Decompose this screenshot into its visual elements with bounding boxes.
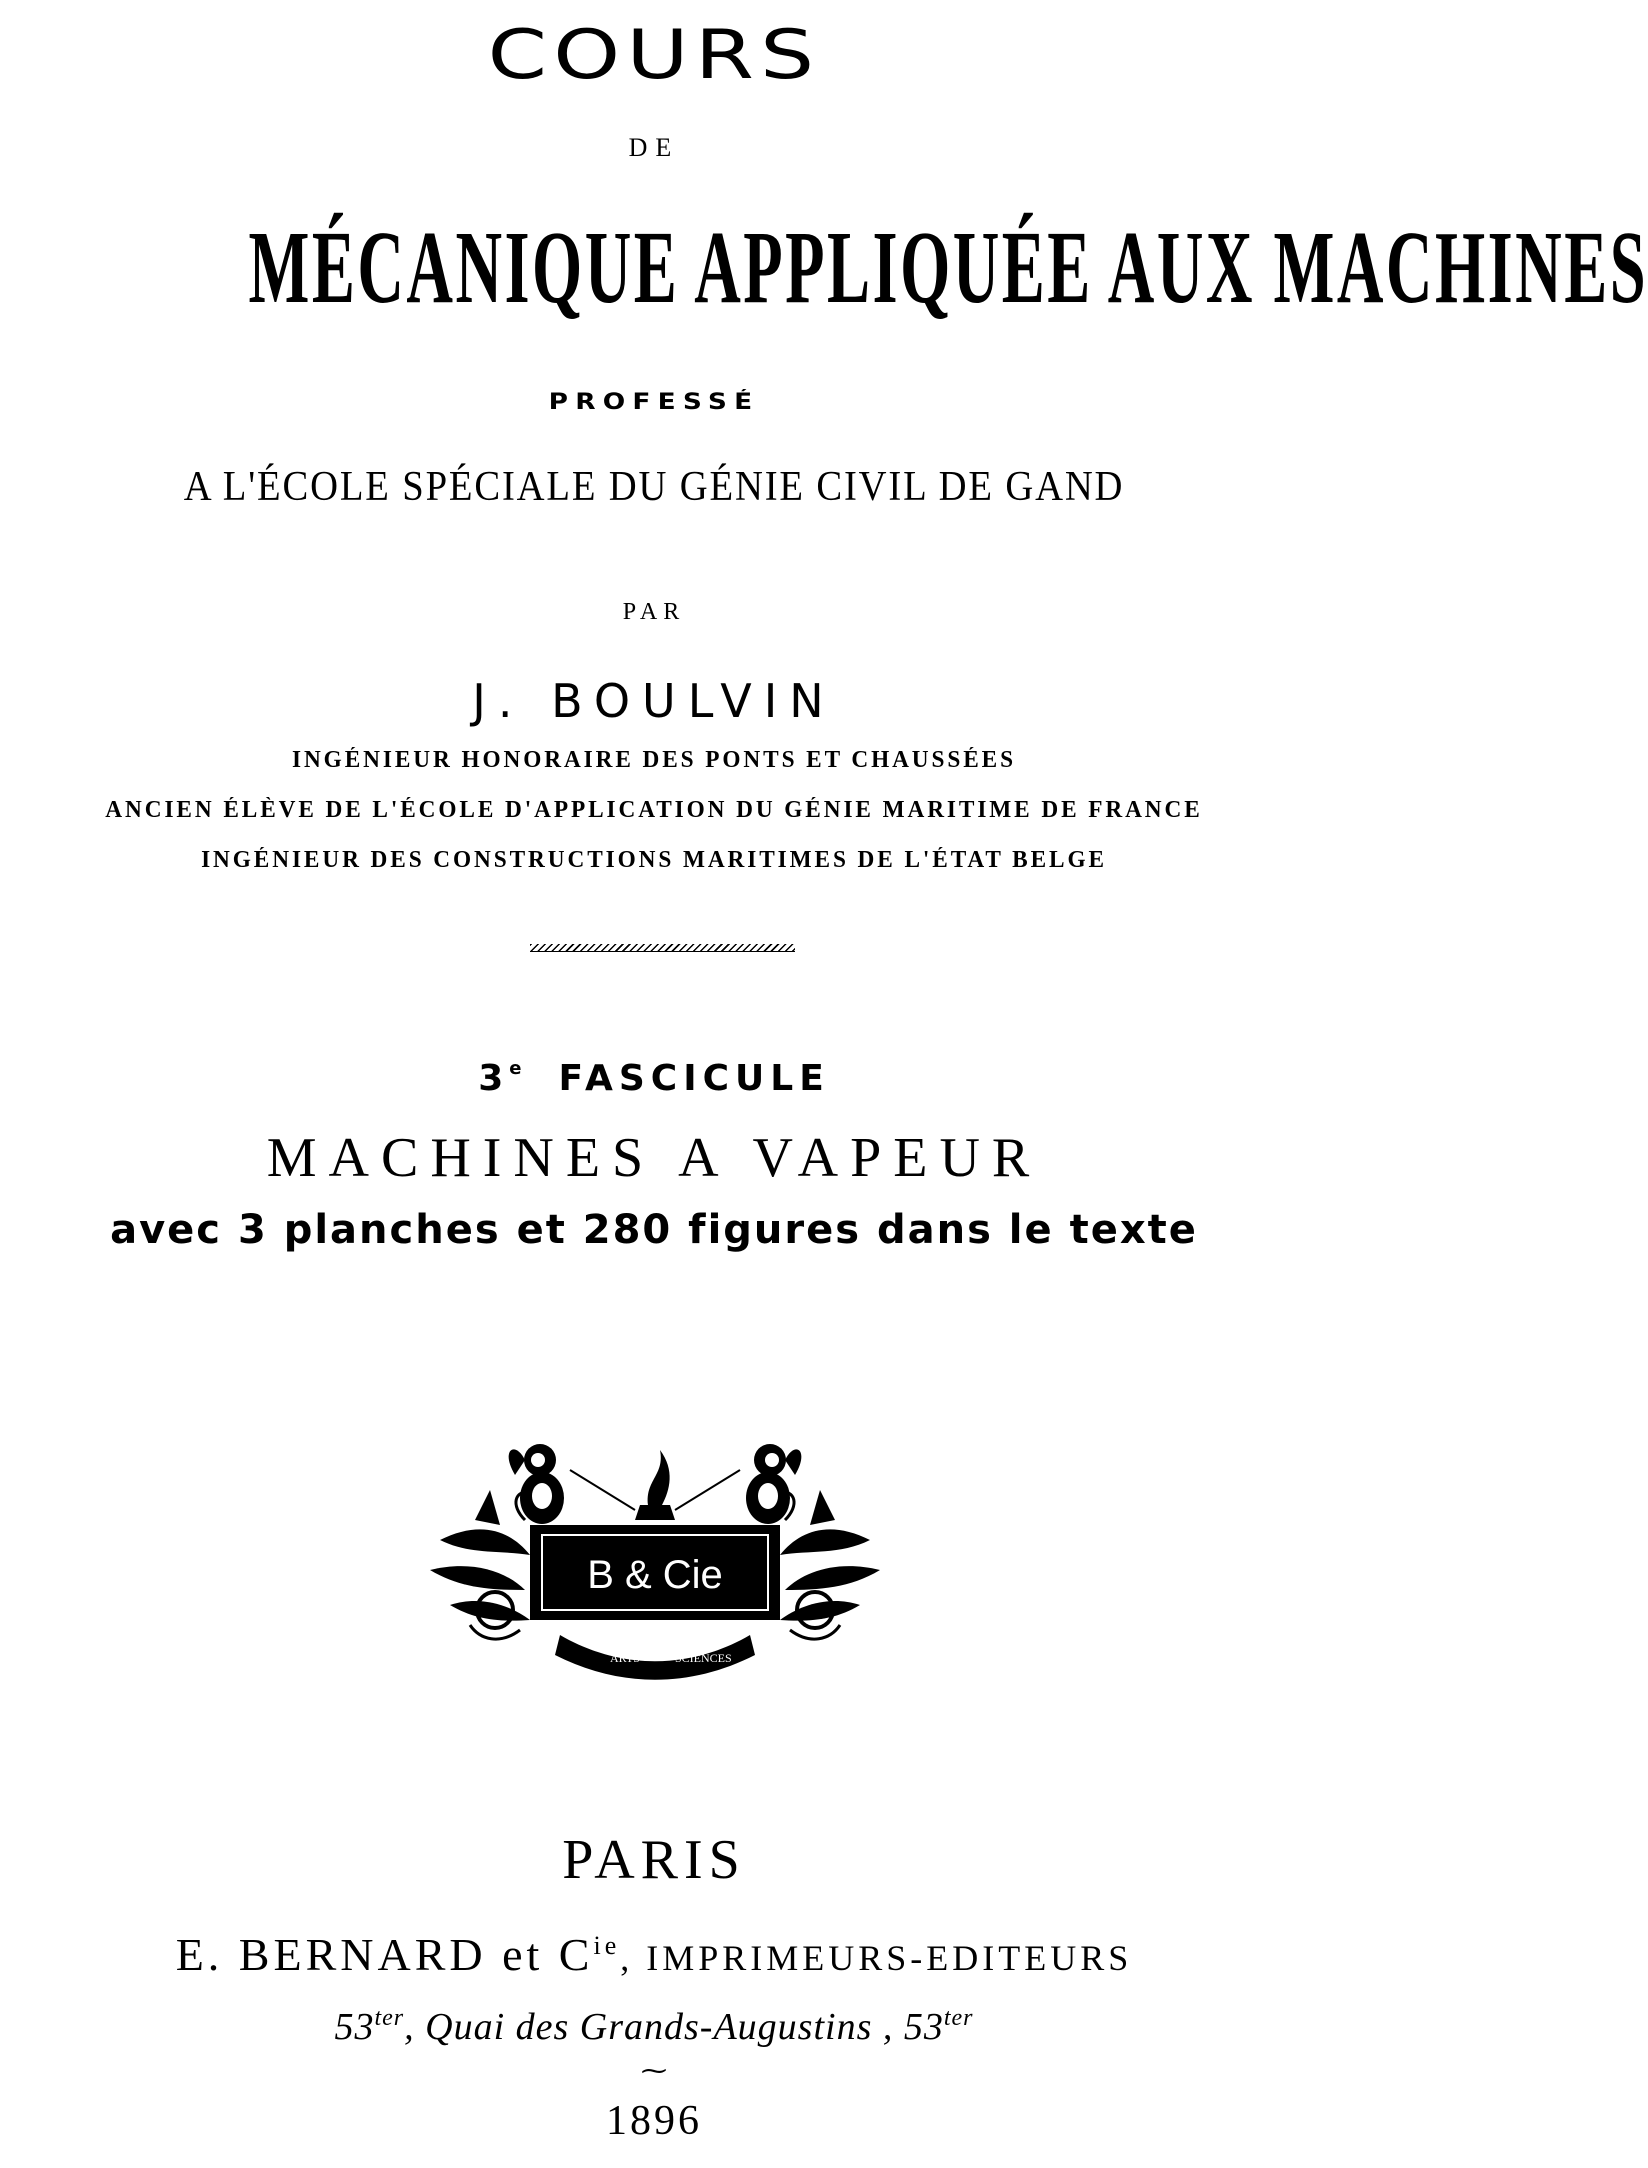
address-line	[0, 2006, 1308, 2046]
year: 1896	[606, 2098, 702, 2144]
monogram-text: B & Cie	[587, 1553, 723, 1597]
de-word: DE	[628, 133, 680, 162]
author-name: J. BOULVIN	[472, 674, 836, 728]
subject-title: MACHINES A VAPEUR	[266, 1127, 1042, 1189]
professe-word: PROFESSÉ	[548, 390, 760, 415]
publisher-emblem	[420, 1430, 890, 1700]
banner-right: SCIENCES	[675, 1651, 732, 1665]
banner-left: ARTS	[610, 1651, 640, 1665]
address-number: 53	[334, 2006, 375, 2048]
city: PARIS	[562, 1829, 746, 1891]
fascicule-label	[0, 1060, 1308, 1097]
main-title: MÉCANIQUE APPLIQUÉE AUX MACHINES	[248, 210, 1648, 325]
fascicule-suffix: e	[509, 1058, 522, 1079]
address-street: , Quai des Grands-Augustins ,	[404, 2006, 904, 2048]
publisher-role: , IMPRIMEURS-EDITEURS	[620, 1938, 1133, 1978]
par-word: PAR	[622, 599, 686, 625]
lamp-icon	[570, 1450, 740, 1520]
foliage-left-icon	[430, 1490, 530, 1628]
address-number: 53	[903, 2006, 944, 2048]
wavy-divider	[530, 944, 795, 952]
publisher-sup: ie	[593, 1931, 621, 1960]
address-ter: ter	[374, 2005, 405, 2031]
details-line: avec 3 planches et 280 figures dans le texte	[110, 1207, 1198, 1253]
fascicule-number: 3	[478, 1058, 510, 1099]
ornament-dash: ⁓	[641, 2056, 667, 2085]
fascicule-word: FASCICULE	[558, 1058, 830, 1099]
address-ter: ter	[943, 2005, 974, 2031]
publisher-line	[0, 1929, 1308, 1980]
publisher-name: E. BERNARD et C	[175, 1929, 594, 1980]
foliage-right-icon	[780, 1490, 880, 1628]
author-credential: ANCIEN ÉLÈVE DE L'ÉCOLE D'APPLICATION DU GÉNIE MARITIME DE FRANCE	[105, 797, 1203, 823]
author-credential: INGÉNIEUR HONORAIRE DES PONTS ET CHAUSSÉES	[291, 747, 1016, 773]
school-line: A L'ÉCOLE SPÉCIALE DU GÉNIE CIVIL DE GAND	[183, 464, 1125, 510]
author-credential: INGÉNIEUR DES CONSTRUCTIONS MARITIMES DE L'ÉTAT BELGE	[201, 847, 1107, 873]
cours-heading: COURS	[487, 16, 821, 95]
